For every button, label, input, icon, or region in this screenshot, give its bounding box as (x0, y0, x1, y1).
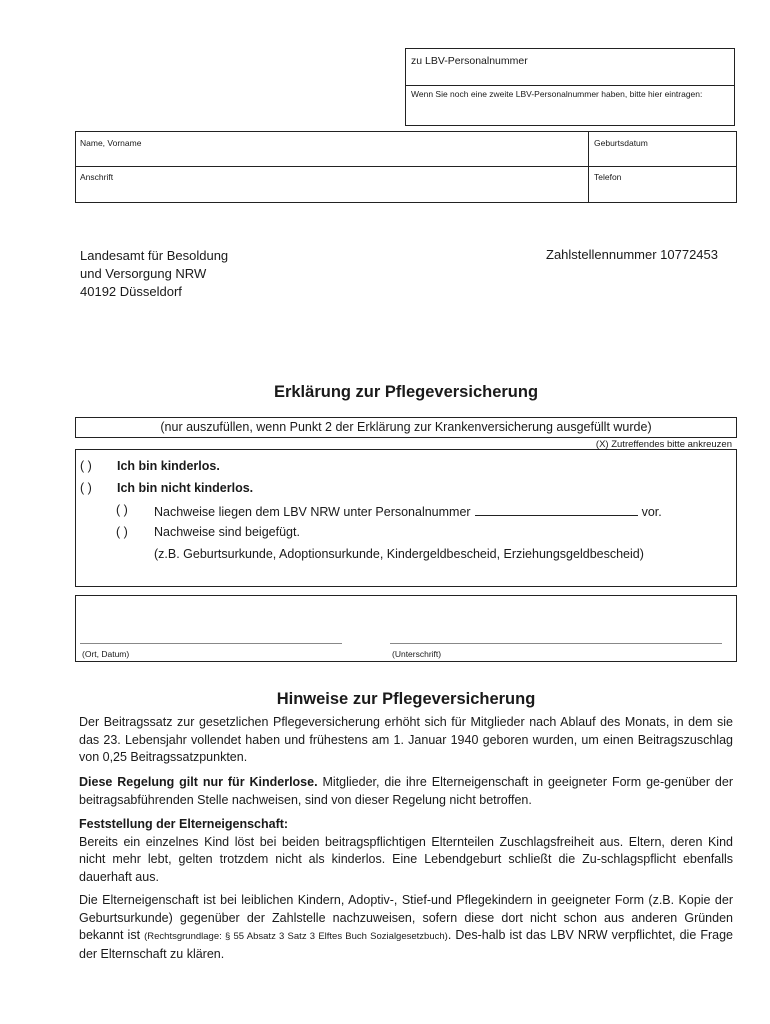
notes-subheading: Feststellung der Elterneigenschaft: (79, 817, 289, 831)
page-title: Erklärung zur Pflegeversicherung (273, 383, 539, 401)
recipient-line: 40192 Düsseldorf (80, 284, 182, 299)
notes-text: Bereits ein einzelnes Kind löst bei beiden beitragspflichtigen Elternteilen Zuschlagsfreiheit aus. Eltern, deren Kind nicht mehr lebt, gelten trotzdem nicht als kinderlos. Eine Lebendgeburt schließt die Zu-schlagspflicht ebenfalls dauerhaft aus. (79, 834, 733, 884)
option-proof-on-file-suffix: vor. (641, 505, 662, 519)
legal-reference: (Rechtsgrundlage: § 55 Absatz 3 Satz 3 Elftes Buch Sozialgesetzbuch) (144, 931, 448, 942)
recipient-line: und Versorgung NRW (80, 266, 207, 281)
option-proof-on-file: Nachweise liegen dem LBV NRW unter Personalnummer (154, 505, 471, 519)
fill-instruction: (nur auszufüllen, wenn Punkt 2 der Erklärung zur Krankenversicherung ausgefüllt wurde) (75, 417, 737, 438)
notes-text: Mitglieder, die ihre Elterneigenschaft in geeigneter Form ge-genüber der beitragsabführenden Stelle nachweisen, sind von dieser Regelung nicht betroffen. (79, 775, 733, 807)
divider (76, 166, 736, 167)
notes-paragraph-1: Der Beitragssatz zur gesetzlichen Pflegeversicherung erhöht sich für Mitglieder nach Ablauf des Monats, in dem sie das 23. Lebensjahr vollendet haben und frühestens am 1. Januar 1940 geboren wurden, um einen Beitragszuschlag von 0,25 Beitragssatzpunkten. (79, 715, 733, 764)
checkbox-proof-on-file[interactable]: ( ) (116, 503, 128, 517)
signature-field[interactable] (390, 643, 722, 644)
personnel-number-box (405, 48, 735, 126)
address-field-label: Anschrift (80, 172, 114, 182)
option-not-childless: Ich bin nicht kinderlos. (117, 481, 254, 495)
notes-paragraph-2 (79, 774, 733, 809)
signature-label: (Unterschrift) (392, 649, 442, 659)
notes-text: . Des-halb ist das LBV NRW verpflichtet, die Frage der Elternschaft zu klären. (79, 928, 733, 961)
option-childless: Ich bin kinderlos. (117, 459, 220, 473)
proof-examples: (z.B. Geburtsurkunde, Adoptionsurkunde, Kindergeldbescheid, Erziehungsgeldbescheid) (154, 547, 644, 561)
checkbox-childless[interactable]: ( ) (80, 459, 92, 473)
birthdate-field-label: Geburtsdatum (594, 138, 648, 148)
notes-paragraph-3 (79, 816, 733, 886)
declaration-box (75, 449, 737, 587)
personnel-number-label: zu LBV-Personalnummer (411, 55, 528, 67)
recipient-line: Landesamt für Besoldung (80, 248, 229, 263)
notes-paragraph-4 (79, 892, 733, 963)
personnel-number-blank[interactable] (475, 503, 638, 516)
phone-field-label: Telefon (594, 172, 622, 182)
name-field-label: Name, Vorname (80, 138, 142, 148)
recipient-address (80, 247, 228, 301)
checkbox-proof-attached[interactable]: ( ) (116, 525, 128, 539)
tick-hint: (X) Zutreffendes bitte ankreuzen (595, 439, 732, 450)
place-date-field[interactable] (80, 643, 342, 644)
personal-data-box (75, 131, 737, 203)
notes-emphasis: Diese Regelung gilt nur für Kinderlose. (79, 775, 318, 789)
signature-box (75, 595, 737, 662)
payment-office-number: Zahlstellennummer 10772453 (546, 247, 718, 262)
divider (588, 132, 589, 202)
option-proof-attached: Nachweise sind beigefügt. (154, 525, 300, 539)
notes-title: Hinweise zur Pflegeversicherung (276, 690, 536, 708)
place-date-label: (Ort, Datum) (82, 649, 130, 659)
checkbox-not-childless[interactable]: ( ) (80, 481, 92, 495)
notes-text: Die Elterneigenschaft ist bei leiblichen Kindern, Adoptiv-, Stief-und Pflegekindern in geeigneter Form (z.B. Kopie der Geburtsurkunde) gegenüber der Zahlstelle nachzuweisen, sofern diese dort nicht schon aus anderen Gründen bekannt ist (79, 893, 733, 942)
second-personnel-number-hint: Wenn Sie noch eine zweite LBV-Personalnummer haben, bitte hier eintragen: (411, 89, 703, 99)
